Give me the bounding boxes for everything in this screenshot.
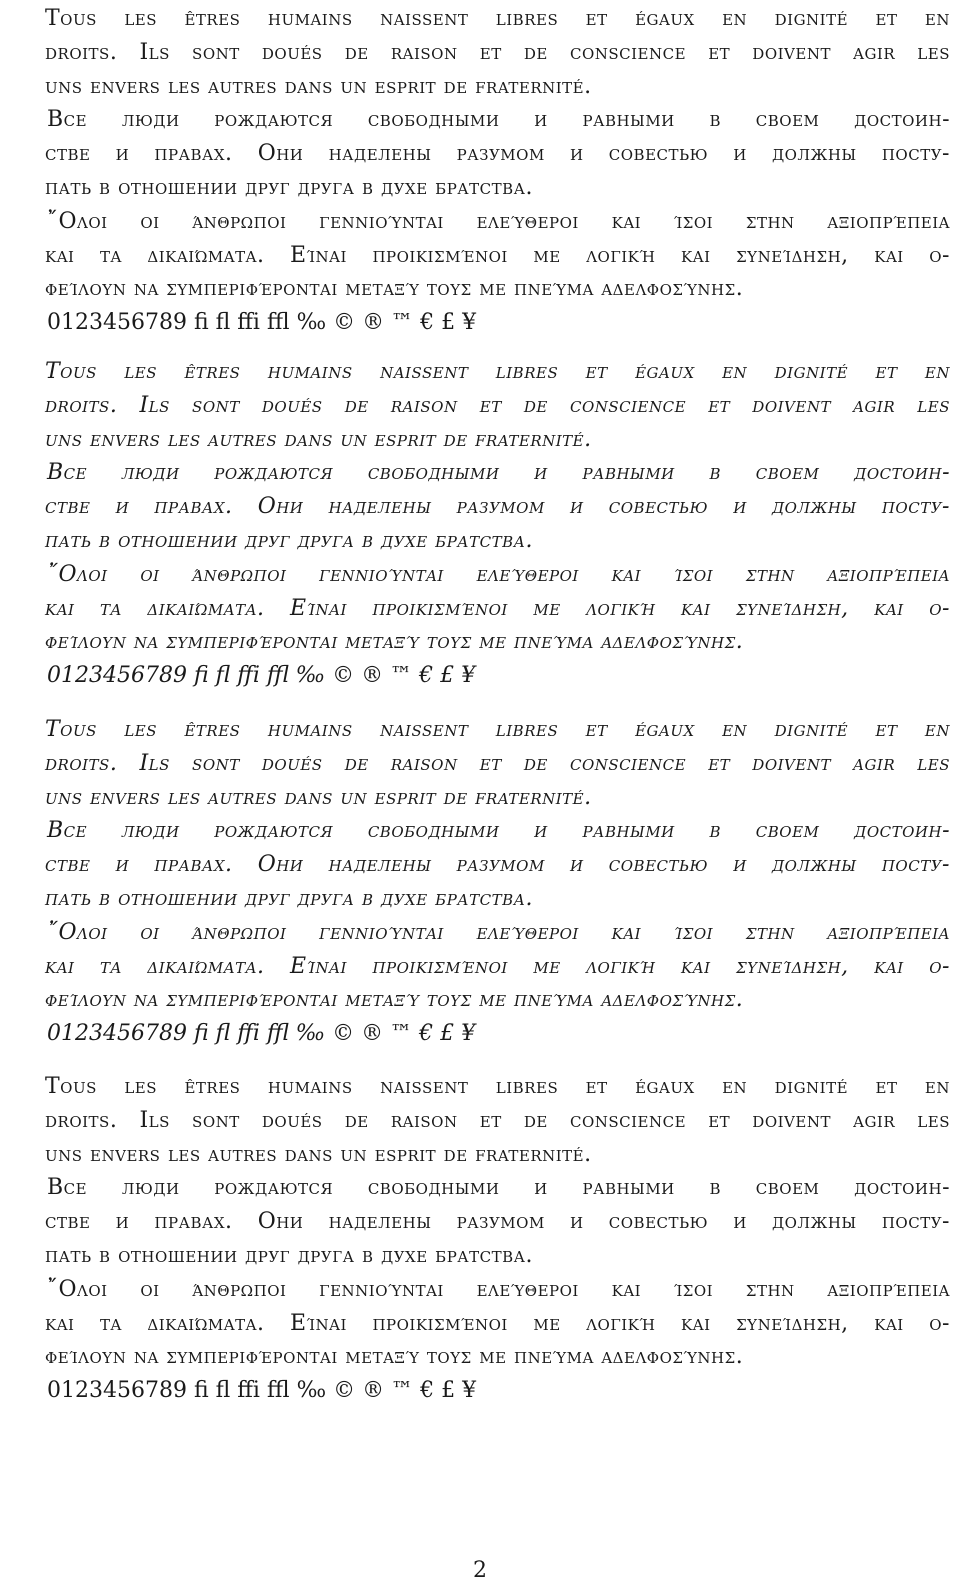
text-line: φείλουν να συμπεριφέρονται μεταξύ τους με πνεύμα αδελφοσύνης. xyxy=(45,629,744,655)
text-line: droits. Ils sont doués de raison et de conscience et doivent agir les xyxy=(45,39,950,65)
text-line: пать в отношении друг друга в духе братства. xyxy=(45,1242,534,1268)
text-line: και τα δικαιώματα. Είναι προικισμένοι με λογική και συνείδηση, και ο- xyxy=(45,953,950,979)
text-block-regular-1 xyxy=(45,2,950,340)
text-line: ῎Ολοι οι άνθρωποι γεννιούνται ελεύθεροι και ίσοι στην αξιοπρέπεια xyxy=(47,919,950,945)
text-block-regular-2 xyxy=(45,1070,950,1408)
text-line: 0123456789 fi fl ffi ffl ‰ © ® ™ € £ ¥ xyxy=(47,1378,477,1404)
text-line: droits. Ils sont doués de raison et de conscience et doivent agir les xyxy=(45,392,950,418)
text-line: Tous les êtres humains naissent libres et égaux en dignité et en xyxy=(45,717,950,742)
text-line: φείλουν να συμπεριφέρονται μεταξύ τους με πνεύμα αδελφοσύνης. xyxy=(45,1344,744,1370)
text-block-italic-2 xyxy=(45,713,950,1051)
text-line: стве и правах. Они наделены разумом и совестью и должны посту- xyxy=(45,494,950,520)
text-line: και τα δικαιώματα. Είναι προικισμένοι με λογική και συνείδηση, και ο- xyxy=(45,242,950,268)
text-line: Tous les êtres humains naissent libres et égaux en dignité et en xyxy=(45,359,950,384)
text-line: droits. Ils sont doués de raison et de conscience et doivent agir les xyxy=(45,1107,950,1133)
text-line: пать в отношении друг друга в духе братства. xyxy=(45,885,534,911)
text-line: 0123456789 fi fl ffi ffl ‰ © ® ™ € £ ¥ xyxy=(47,1021,476,1047)
text-line: uns envers les autres dans un esprit de fraternité. xyxy=(45,73,592,99)
text-line: uns envers les autres dans un esprit de fraternité. xyxy=(45,784,592,810)
text-line: Все люди рождаются свободными и равными в своем достоин- xyxy=(47,1175,950,1201)
text-line: και τα δικαιώματα. Είναι προικισμένοι με λογική και συνείδηση, και ο- xyxy=(45,1310,950,1336)
text-line: Все люди рождаются свободными и равными в своем достоин- xyxy=(47,460,950,486)
text-line: uns envers les autres dans un esprit de fraternité. xyxy=(45,1141,592,1167)
page-number: 2 xyxy=(473,1558,487,1583)
text-line: стве и правах. Они наделены разумом и совестью и должны посту- xyxy=(45,141,950,167)
text-line: стве и правах. Они наделены разумом и совестью и должны посту- xyxy=(45,852,950,878)
text-line: ῎Ολοι οι άνθρωποι γεννιούνται ελεύθεροι και ίσοι στην αξιοπρέπεια xyxy=(47,208,950,234)
text-line: ῎Ολοι οι άνθρωποι γεννιούνται ελεύθεροι και ίσοι στην αξιοπρέπεια xyxy=(47,561,950,587)
text-line: ῎Ολοι οι άνθρωποι γεννιούνται ελεύθεροι και ίσοι στην αξιοπρέπεια xyxy=(47,1276,950,1302)
text-line: Все люди рождаются свободными и равными в своем достоин- xyxy=(47,818,950,844)
text-line: стве и правах. Они наделены разумом и совестью и должны посту- xyxy=(45,1209,950,1235)
text-line: φείλουν να συμπεριφέρονται μεταξύ τους με πνεύμα αδελφοσύνης. xyxy=(45,987,744,1013)
text-line: uns envers les autres dans un esprit de fraternité. xyxy=(45,426,592,452)
text-line: Tous les êtres humains naissent libres et égaux en dignité et en xyxy=(45,1074,950,1099)
text-line: και τα δικαιώματα. Είναι προικισμένοι με λογική και συνείδηση, και ο- xyxy=(45,595,950,621)
text-line: пать в отношении друг друга в духе братства. xyxy=(45,527,534,553)
text-line: φείλουν να συμπεριφέρονται μεταξύ τους με πνεύμα αδελφοσύνης. xyxy=(45,276,744,302)
text-line: Tous les êtres humains naissent libres et égaux en dignité et en xyxy=(45,6,950,31)
text-line: 0123456789 fi fl ffi ffl ‰ © ® ™ € £ ¥ xyxy=(47,310,477,336)
text-line: Все люди рождаются свободными и равными в своем достоин- xyxy=(47,107,950,133)
text-line: droits. Ils sont doués de raison et de conscience et doivent agir les xyxy=(45,750,950,776)
text-line: пать в отношении друг друга в духе братства. xyxy=(45,174,534,200)
text-block-italic-1 xyxy=(45,355,950,693)
text-line: 0123456789 fi fl ffi ffl ‰ © ® ™ € £ ¥ xyxy=(47,663,476,689)
